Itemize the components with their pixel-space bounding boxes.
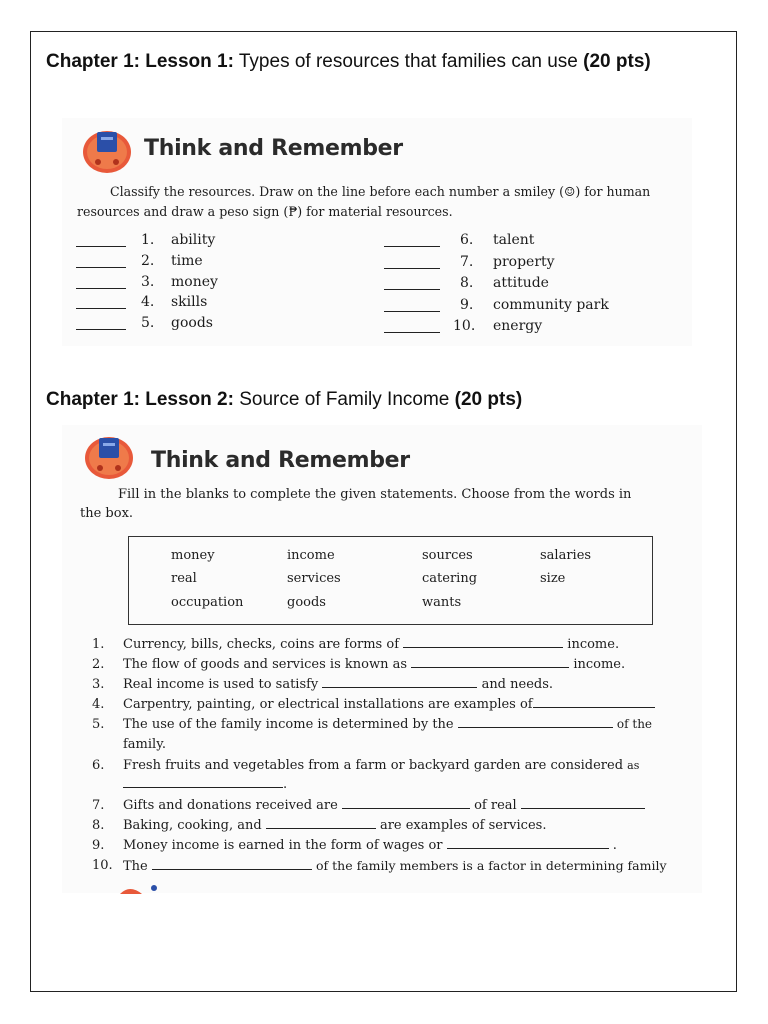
list-item: 9. community park [460, 297, 609, 313]
answer-blank[interactable] [123, 786, 283, 788]
list-item: 6. talent [460, 232, 535, 248]
lesson2-activity-title: Think and Remember [151, 448, 410, 473]
answer-blank[interactable] [411, 666, 569, 668]
word-bank-item: salaries [540, 548, 592, 563]
answer-blank[interactable] [384, 289, 440, 290]
lesson1-chapter-label: Chapter 1: Lesson 1: [46, 51, 234, 72]
word-bank-item: goods [287, 595, 326, 610]
word-bank-item: catering [422, 571, 478, 586]
answer-blank[interactable] [458, 726, 613, 728]
lesson2-topic: Source of Family Income [233, 389, 455, 410]
answer-blank[interactable] [533, 706, 655, 708]
word-bank-item: size [540, 571, 566, 586]
word-bank-item: wants [422, 595, 462, 610]
answer-blank[interactable] [266, 827, 376, 829]
answer-blank[interactable] [76, 288, 126, 289]
list-item: 4. skills [141, 294, 208, 310]
lesson2-heading [46, 389, 522, 411]
word-bank-item: occupation [171, 595, 244, 610]
answer-blank[interactable] [384, 268, 440, 269]
lesson1-topic: Types of resources that families can use [233, 51, 584, 72]
lesson1-points: (20 pts) [583, 51, 651, 72]
answer-blank[interactable] [322, 686, 477, 688]
answer-blank[interactable] [342, 807, 470, 809]
answer-blank[interactable] [521, 807, 645, 809]
list-item: 5. goods [141, 315, 213, 331]
list-item: 3. money [141, 274, 218, 290]
answer-blank[interactable] [384, 246, 440, 247]
lesson2-instruction-line2: the box. [80, 506, 134, 521]
answer-blank[interactable] [76, 246, 126, 247]
answer-blank[interactable] [403, 646, 563, 648]
answer-blank[interactable] [76, 267, 126, 268]
list-item: 2. time [141, 253, 203, 269]
word-bank-item: money [171, 548, 215, 563]
lesson1-instruction-line1: Classify the resources. Draw on the line before each number a smiley (☺) for human [110, 184, 651, 199]
lesson2-chapter-label: Chapter 1: Lesson 2: [46, 389, 234, 410]
lesson1-instruction-line2: resources and draw a peso sign (₱) for material resources. [77, 204, 453, 219]
word-bank-item: services [287, 571, 341, 586]
answer-blank[interactable] [76, 308, 126, 309]
word-bank-item: income [287, 548, 335, 563]
think-and-remember-icon [82, 128, 132, 174]
cropped-icon [118, 882, 164, 894]
think-and-remember-icon [84, 434, 134, 480]
list-item: 7. property [460, 254, 555, 270]
lesson1-activity-title: Think and Remember [144, 136, 403, 161]
answer-blank[interactable] [384, 311, 440, 312]
lesson2-points: (20 pts) [454, 389, 523, 410]
lesson1-heading [46, 51, 651, 73]
answer-blank[interactable] [152, 868, 312, 870]
answer-blank[interactable] [384, 332, 440, 333]
list-item: 10. energy [453, 318, 543, 334]
answer-blank[interactable] [447, 847, 609, 849]
answer-blank[interactable] [76, 329, 126, 330]
word-bank-item: sources [422, 548, 473, 563]
word-bank-item: real [171, 571, 197, 586]
list-item: 8. attitude [460, 275, 549, 291]
list-item: 1. ability [141, 232, 216, 248]
lesson2-instruction-line1: Fill in the blanks to complete the given statements. Choose from the words in [118, 487, 632, 502]
